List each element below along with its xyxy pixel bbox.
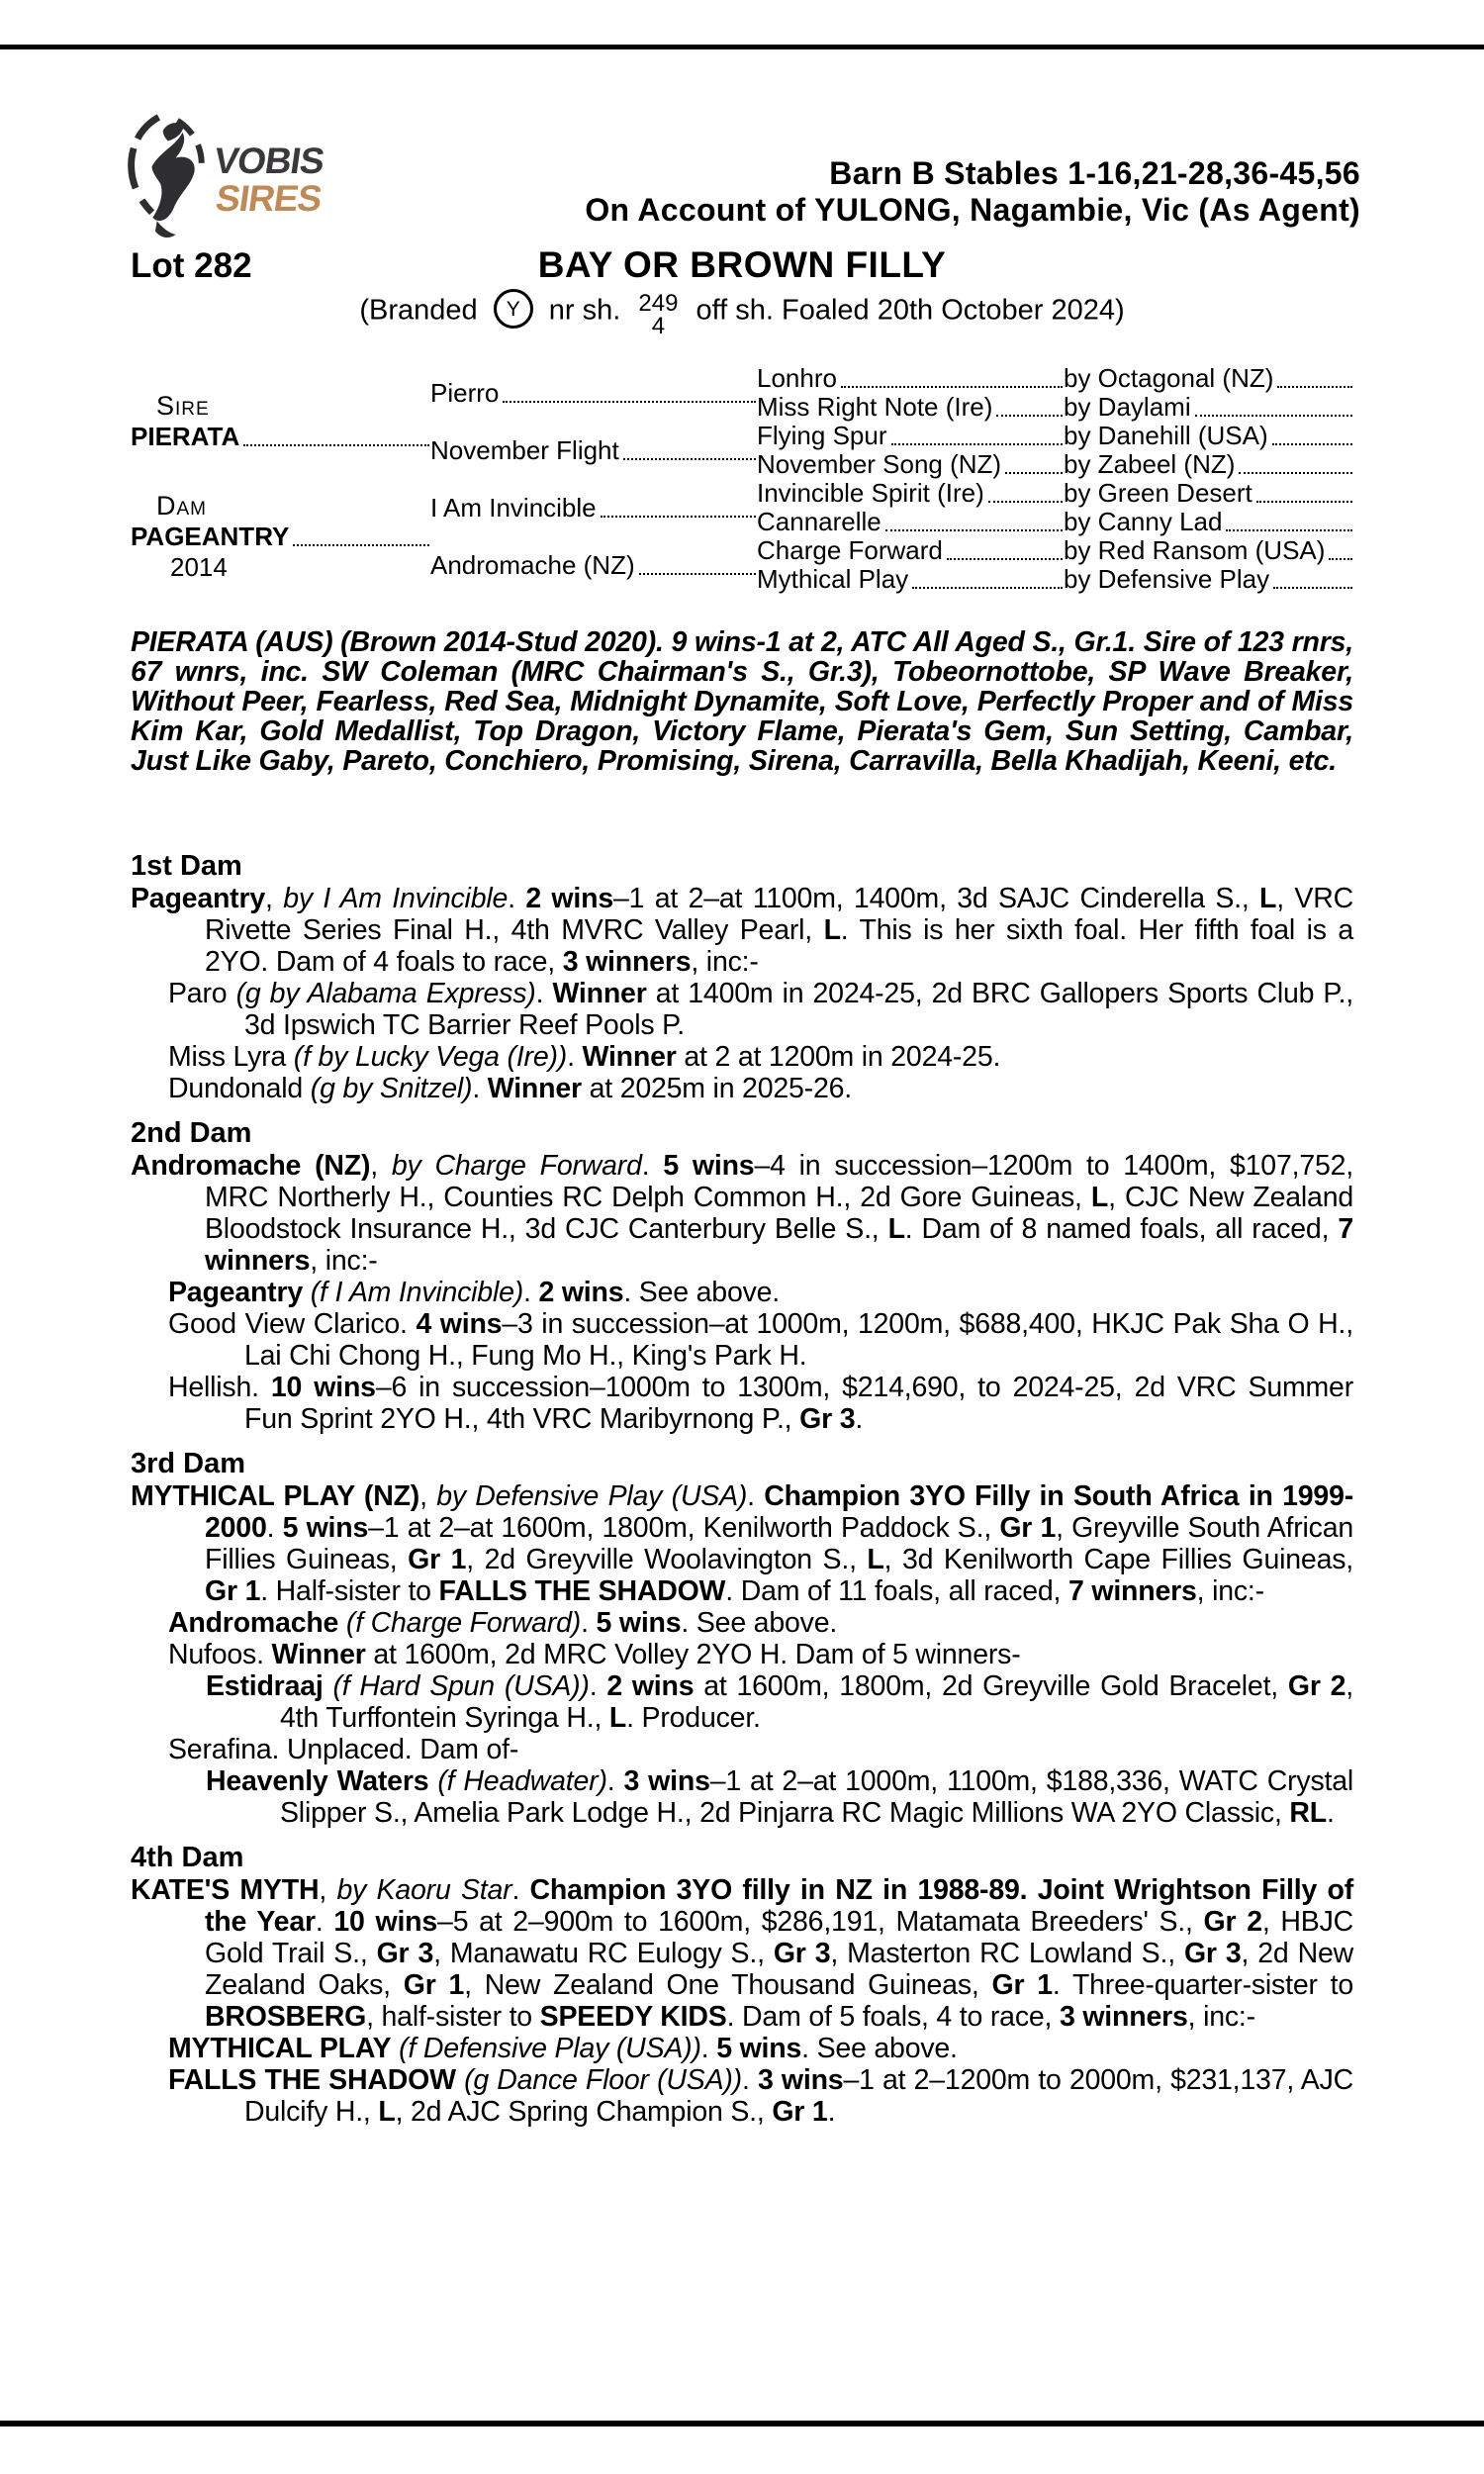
top-rule (0, 45, 1484, 49)
pedigree-dam-cell (131, 479, 430, 594)
pedigree-sire-block (131, 364, 1353, 479)
pedigree-paragraph: Serafina. Unplaced. Dam of- (168, 1734, 519, 1765)
pedigree-paragraph: Estidraaj (f Hard Spun (USA)). 2 wins at 1600m, 1800m, 2d Greyville Gold Bracelet, Gr 2, 4th Turffontein Syringa H., L. Producer. (206, 1670, 1354, 1734)
pedigree-paragraph: FALLS THE SHADOW (g Dance Floor (USA)). 3 wins–1 at 2–1200m to 2000m, $231,137, AJC Dulcify H., L, 2d AJC Spring Champion S., Gr 1. (168, 2064, 1353, 2128)
leader-dots (293, 544, 429, 546)
pedigree-grandparent-row (757, 364, 1353, 393)
leader-dots (885, 529, 1063, 531)
pedigree-grandparent-row (757, 393, 1353, 422)
pedigree-paragraph: Good View Clarico. 4 wins–3 in succession–at 1000m, 1200m, $688,400, HKJC Pak Sha O H., Lai Chi Chong H., Fung Mo H., King's Park H. (168, 1308, 1353, 1372)
pedigree-dam-label: Dam (156, 490, 207, 521)
catalogue-header (0, 50, 1484, 369)
pedigree-grandsire-by: by Green Desert (1064, 478, 1353, 509)
leader-dots (988, 501, 1063, 503)
leader-dots (1005, 472, 1063, 474)
pedigree-grandsire-by: by Danehill (USA) (1064, 421, 1353, 451)
pedigree-grandsire-by: by Red Ransom (USA) (1064, 535, 1353, 566)
leader-dots (1239, 472, 1352, 474)
pedigree-grandsire-by: by Daylami (1064, 392, 1353, 423)
sire-summary: PIERATA (AUS) (Brown 2014-Stud 2020). 9 wins-1 at 2, ATC All Aged S., Gr.1. Sire of 123 rnrs, 67 wnrs, inc. SW Coleman (MRC Chairman's S., Gr.3), Tobeornottobe, SP Wave Breaker, Without Peer, Fearless, Red Sea, Midnight Dynamite, Soft Love, Perfectly Proper and of Miss Kim Kar, Gold Medallist, Top Dragon, Victory Flame, Pierata's Gem, Sun Setting, Cambar, Just Like Gaby, Pareto, Conchiero, Promising, Sirena, Carravilla, Bella Khadijah, Keeni, etc. (131, 626, 1353, 777)
pedigree-sire-cell (131, 364, 430, 479)
brand-number-top: 249 (638, 290, 679, 317)
dam-section-heading: 1st Dam (131, 850, 242, 882)
leader-dots (996, 415, 1063, 417)
pedigree-paragraph: Nufoos. Winner at 1600m, 2d MRC Volley 2YO H. Dam of 5 winners- (168, 1639, 1021, 1670)
leader-dots (639, 573, 756, 575)
pedigree-paragraph: Pageantry (f I Am Invincible). 2 wins. See above. (168, 1277, 781, 1308)
pedigree-dam-name: PAGEANTRY (131, 522, 430, 552)
pedigree-paragraph: MYTHICAL PLAY (f Defensive Play (USA)). 5 wins. See above. (168, 2033, 958, 2064)
pedigree-grandparent-name: November Song (NZ) (757, 449, 1064, 480)
pedigree-paragraph: Andromache (f Charge Forward). 5 wins. See above. (168, 1607, 838, 1639)
pedigree-grandparent-name: Lonhro (757, 363, 1064, 394)
pedigree-sire-name: PIERATA (131, 422, 430, 452)
dam-sections (131, 837, 1353, 2128)
branded-pre: (Branded (359, 294, 478, 327)
pedigree-parent-name: Andromache (NZ) (430, 536, 757, 594)
pedigree-grandparent-row (757, 536, 1353, 565)
pedigree-dam-block (131, 479, 1353, 594)
branded-line (0, 288, 1484, 339)
brand-number (638, 292, 678, 337)
pedigree-paragraph: Miss Lyra (f by Lucky Vega (Ire)). Winner at 2 at 1200m in 2024-25. (168, 1041, 1001, 1073)
page-title: BAY OR BROWN FILLY (537, 244, 947, 285)
pedigree-parent-name: I Am Invincible (430, 479, 757, 536)
pedigree-grandparent-name: Miss Right Note (Ire) (757, 392, 1064, 423)
leader-dots (1329, 558, 1352, 560)
leader-dots (623, 458, 756, 460)
leader-dots (1256, 501, 1352, 503)
pedigree-paragraph: Hellish. 10 wins–6 in succession–1000m to 1300m, $214,690, to 2024-25, 2d VRC Summer Fun Sprint 2YO H., 4th VRC Maribyrnong P., Gr 3. (168, 1372, 1353, 1435)
dam-section-heading: 2nd Dam (131, 1117, 252, 1149)
pedigree-paragraph: Paro (g by Alabama Express). Winner at 1400m in 2024-25, 2d BRC Gallopers Sports Club P., 3d Ipswich TC Barrier Reef Pools P. (168, 978, 1353, 1041)
dam-section-heading: 3rd Dam (131, 1448, 246, 1479)
logo-word-vobis: VOBIS (211, 140, 326, 181)
leader-dots (1277, 386, 1352, 388)
pedigree-grandparent-name: Charge Forward (757, 535, 1064, 566)
pedigree-parent-name: Pierro (430, 364, 757, 422)
pedigree-paragraph: Andromache (NZ), by Charge Forward. 5 wins–4 in succession–1200m to 1400m, $107,752, MRC Northerly H., Counties RC Delph Common H., 2d Gore Guineas, L, CJC New Zealand Bloodstock Insurance H., 3d CJC Canterbury Belle S., L. Dam of 8 named foals, all raced, 7 winners, inc:- (131, 1150, 1353, 1277)
lot-number: Lot 282 (131, 246, 252, 285)
pedigree-grandparent-name: Invincible Spirit (Ire) (757, 478, 1064, 509)
horse-and-jockey-icon (125, 111, 210, 249)
leader-dots (1273, 587, 1352, 589)
pedigree-grandsire-by: by Zabeel (NZ) (1064, 449, 1353, 480)
leader-dots (1195, 415, 1352, 417)
vobis-sires-logo (125, 108, 337, 251)
pedigree-grandparent-name: Mythical Play (757, 564, 1064, 595)
barn-line: Barn B Stables 1-16,21-28,36-45,56 (829, 155, 1360, 191)
leader-dots (601, 516, 756, 518)
pedigree-paragraph: KATE'S MYTH, by Kaoru Star. Champion 3YO filly in NZ in 1988-89. Joint Wrightson Filly of the Year. 10 wins–5 at 2–900m to 1600m, $286,191, Matamata Breeders' S., Gr 2, HBJC Gold Trail S., Gr 3, Manawatu RC Eulogy S., Gr 3, Masterton RC Lowland S., Gr 3, 2d New Zealand Oaks, Gr 1, New Zealand One Thousand Guineas, Gr 1. Three-quarter-sister to BROSBERG, half-sister to SPEEDY KIDS. Dam of 5 foals, 4 to race, 3 winners, inc:- (131, 1874, 1354, 2033)
pedigree-grandparent-row (757, 450, 1353, 479)
pedigree-grandsire-by: by Defensive Play (1064, 564, 1353, 595)
logo-word-sires: SIRES (213, 177, 325, 219)
leader-dots (503, 401, 756, 403)
pedigree-sire-label: Sire (156, 391, 210, 421)
pedigree-parent-name: November Flight (430, 422, 757, 479)
branded-near-side: nr sh. (548, 294, 621, 327)
brand-symbol-icon: Y (494, 289, 533, 329)
pedigree-paragraph: Heavenly Waters (f Headwater). 3 wins–1 at 2–at 1000m, 1100m, $188,336, WATC Crystal Slipper S., Amelia Park Lodge H., 2d Pinjarra RC Magic Millions WA 2YO Classic, RL. (206, 1765, 1354, 1829)
pedigree-grandparent-name: Flying Spur (757, 421, 1064, 451)
account-line: On Account of YULONG, Nagambie, Vic (As Agent) (585, 192, 1360, 228)
pedigree-grandparent-row (757, 479, 1353, 508)
leader-dots (912, 587, 1063, 589)
pedigree-table (131, 364, 1353, 594)
pedigree-grandsire-by: by Canny Lad (1064, 507, 1353, 537)
pedigree-dam-year: 2014 (170, 551, 228, 582)
leader-dots (1226, 529, 1352, 531)
pedigree-grandparent-row (757, 565, 1353, 594)
pedigree-grandparent-name: Cannarelle (757, 507, 1064, 537)
leader-dots (243, 444, 429, 446)
leader-dots (1272, 443, 1352, 445)
leader-dots (947, 558, 1063, 560)
pedigree-grandsire-by: by Octagonal (NZ) (1064, 363, 1353, 394)
dam-section-heading: 4th Dam (131, 1842, 244, 1873)
leader-dots (841, 386, 1063, 388)
branded-post: off sh. Foaled 20th October 2024) (696, 294, 1125, 327)
bottom-rule (0, 2421, 1484, 2426)
pedigree-grandparent-row (757, 508, 1353, 536)
pedigree-paragraph: Pageantry, by I Am Invincible. 2 wins–1 at 2–at 1100m, 1400m, 3d SAJC Cinderella S., L, VRC Rivette Series Final H., 4th MVRC Valley Pearl, L. This is her sixth foal. Her fifth foal is a 2YO. Dam of 4 foals to race, 3 winners, inc:- (131, 883, 1354, 978)
leader-dots (891, 443, 1064, 445)
pedigree-paragraph: MYTHICAL PLAY (NZ), by Defensive Play (USA). Champion 3YO Filly in South Africa in 1999-2000. 5 wins–1 at 2–at 1600m, 1800m, Kenilworth Paddock S., Gr 1, Greyville South African Fillies Guineas, Gr 1, 2d Greyville Woolavington S., L, 3d Kenilworth Cape Fillies Guineas, Gr 1. Half-sister to FALLS THE SHADOW. Dam of 11 foals, all raced, 7 winners, inc:- (131, 1480, 1354, 1607)
pedigree-paragraph: Dundonald (g by Snitzel). Winner at 2025m in 2025-26. (168, 1073, 852, 1104)
brand-number-bottom: 4 (651, 313, 666, 339)
pedigree-grandparent-row (757, 422, 1353, 450)
